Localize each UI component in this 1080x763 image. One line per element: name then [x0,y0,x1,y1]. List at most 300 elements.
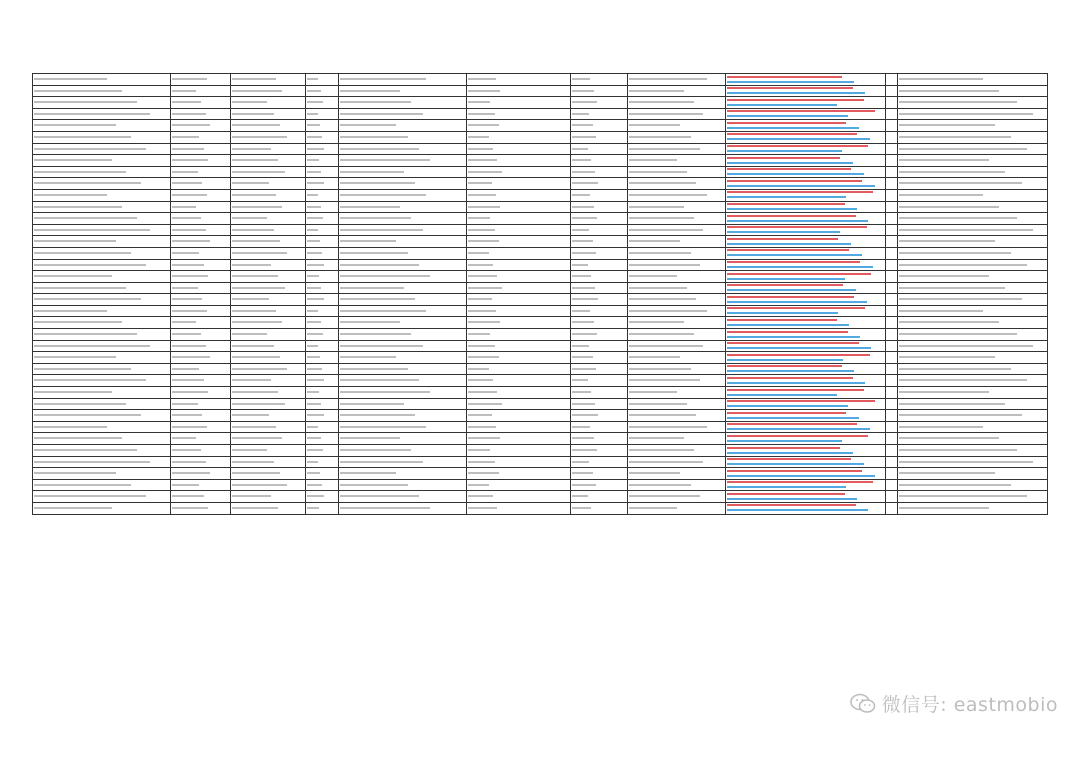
table-cell [306,352,339,364]
table-cell [306,479,339,491]
table-cell [306,468,339,480]
table-cell [898,398,1048,410]
table-cell [571,317,628,329]
cell-text-placeholder [232,461,274,463]
cell-text-placeholder [340,379,419,381]
cell-text-placeholder [340,403,404,405]
cell-text-placeholder [899,229,1033,231]
cell-text-placeholder [468,379,493,381]
cell-text-placeholder [34,472,116,474]
cell-text-placeholder [232,368,287,370]
cell-text-placeholder [34,136,131,138]
table-cell [571,74,628,86]
table-cell [726,410,886,422]
cell-text-placeholder [572,124,593,126]
spreadsheet-table [32,73,1048,515]
watermark [850,690,1058,717]
table-cell [726,271,886,283]
table-cell [171,329,231,341]
table-cell [886,189,898,201]
cell-line [727,160,884,165]
table-cell [306,166,339,178]
table-cell [571,213,628,225]
cell-text-placeholder [340,182,415,184]
cell-text-placeholder [307,507,319,509]
cell-text-placeholder [172,275,208,277]
cell-line [727,241,884,246]
cell-text-placeholder [899,333,1017,335]
table-cell [467,294,571,306]
table-cell [886,398,898,410]
cell-text-placeholder [572,310,590,312]
cell-text-placeholder [572,379,588,381]
table-cell [231,282,306,294]
cell-line [727,404,884,409]
cell-text-placeholder [307,310,318,312]
table-cell [33,363,171,375]
cell-text-placeholder [232,206,282,208]
table-cell [33,468,171,480]
table-cell [628,491,726,503]
cell-line [727,369,884,374]
table-cell [467,189,571,201]
table-cell [171,433,231,445]
cell-text-placeholder [340,449,411,451]
table-cell [33,85,171,97]
cell-text-placeholder [34,391,112,393]
table-cell [467,375,571,387]
table-cell [571,398,628,410]
table-cell [628,155,726,167]
table-cell [726,259,886,271]
cell-text-placeholder [307,171,321,173]
cell-text-placeholder [172,240,210,242]
cell-text-placeholder [34,206,122,208]
table-cell [726,224,886,236]
cell-text-placeholder [307,159,319,161]
table-cell [33,201,171,213]
table-cell [886,329,898,341]
cell-text-placeholder [340,78,426,80]
cell-text-placeholder [572,275,591,277]
table-cell [339,120,467,132]
cell-text-placeholder [307,90,321,92]
table-cell [231,468,306,480]
cell-text-placeholder [899,275,989,277]
table-cell [306,155,339,167]
table-cell [467,213,571,225]
table-cell [339,247,467,259]
table-cell [231,421,306,433]
table-row [33,375,1048,387]
cell-text-placeholder [629,368,691,370]
cell-text-placeholder [172,449,201,451]
cell-text-placeholder [572,78,590,80]
cell-text-placeholder [468,171,502,173]
table-cell [886,97,898,109]
table-cell [628,74,726,86]
cell-text-placeholder [232,78,276,80]
table-cell [306,213,339,225]
cell-text-placeholder [468,206,500,208]
table-cell [171,143,231,155]
table-cell [571,305,628,317]
table-cell [898,74,1048,86]
table-cell [231,85,306,97]
cell-text-placeholder [468,426,496,428]
table-cell [339,329,467,341]
table-cell [231,340,306,352]
table-cell [886,236,898,248]
cell-text-placeholder [340,148,419,150]
cell-line [727,392,884,397]
cell-text-placeholder [232,379,271,381]
table-cell [33,410,171,422]
table-cell [33,271,171,283]
cell-text-placeholder [340,310,426,312]
table-cell [171,398,231,410]
cell-text-placeholder [307,217,323,219]
table-cell [898,329,1048,341]
cell-text-placeholder [172,252,199,254]
cell-text-placeholder [232,414,269,416]
table-row [33,491,1048,503]
cell-text-placeholder [629,449,694,451]
table-cell [306,433,339,445]
cell-text-placeholder [468,90,500,92]
table-cell [467,479,571,491]
table-cell [339,340,467,352]
cell-line [727,276,884,281]
table-row [33,224,1048,236]
table-cell [898,271,1048,283]
cell-text-placeholder [899,78,983,80]
table-cell [33,131,171,143]
cell-text-placeholder [34,124,116,126]
cell-text-placeholder [468,449,490,451]
table-cell [898,340,1048,352]
table-cell [231,271,306,283]
table-cell [306,340,339,352]
cell-text-placeholder [34,287,126,289]
cell-text-placeholder [340,136,408,138]
table-cell [571,340,628,352]
cell-text-placeholder [34,461,150,463]
table-row [33,433,1048,445]
cell-text-placeholder [572,298,598,300]
table-cell [726,74,886,86]
cell-text-placeholder [34,252,131,254]
cell-text-placeholder [232,240,280,242]
cell-text-placeholder [468,217,490,219]
table-cell [898,108,1048,120]
table-cell [571,259,628,271]
table-cell [886,120,898,132]
table-cell [726,387,886,399]
cell-text-placeholder [629,495,700,497]
table-cell [898,294,1048,306]
table-row [33,97,1048,109]
table-cell [628,387,726,399]
table-cell [886,468,898,480]
table-cell [571,294,628,306]
table-cell [726,352,886,364]
cell-text-placeholder [172,206,196,208]
cell-text-placeholder [34,264,146,266]
table-cell [886,363,898,375]
table-cell [33,502,171,514]
table-cell [339,97,467,109]
cell-text-placeholder [172,356,210,358]
cell-text-placeholder [572,159,591,161]
table-cell [628,236,726,248]
cell-text-placeholder [307,194,318,196]
table-cell [571,247,628,259]
table-cell [306,236,339,248]
table-cell [571,421,628,433]
cell-text-placeholder [572,229,589,231]
cell-text-placeholder [572,426,590,428]
cell-text-placeholder [572,449,597,451]
table-cell [231,479,306,491]
table-cell [467,120,571,132]
cell-text-placeholder [34,229,150,231]
cell-text-placeholder [468,252,489,254]
cell-text-placeholder [172,101,201,103]
table-cell [339,363,467,375]
cell-line [727,485,884,490]
cell-text-placeholder [307,368,322,370]
table-cell [628,294,726,306]
table-cell [33,387,171,399]
table-cell [628,247,726,259]
cell-text-placeholder [172,298,202,300]
cell-text-placeholder [34,182,141,184]
cell-line [727,207,884,212]
table-row [33,305,1048,317]
table-cell [231,97,306,109]
cell-text-placeholder [307,321,321,323]
cell-text-placeholder [629,113,703,115]
cell-text-placeholder [899,403,1005,405]
table-cell [339,317,467,329]
cell-line [727,172,884,177]
table-cell [898,433,1048,445]
table-cell [886,85,898,97]
table-cell [898,155,1048,167]
table-cell [726,433,886,445]
table-cell [171,363,231,375]
table-cell [628,329,726,341]
table-cell [726,375,886,387]
table-cell [898,468,1048,480]
table-cell [726,329,886,341]
table-cell [467,247,571,259]
table-cell [886,155,898,167]
table-cell [886,305,898,317]
table-cell [33,74,171,86]
cell-text-placeholder [34,298,141,300]
table-row [33,456,1048,468]
table-row [33,166,1048,178]
table-cell [231,502,306,514]
cell-text-placeholder [572,206,594,208]
cell-line [727,322,884,327]
table-cell [33,445,171,457]
table-cell [231,155,306,167]
cell-text-placeholder [572,148,588,150]
table-cell [726,166,886,178]
cell-text-placeholder [572,437,594,439]
table-cell [231,120,306,132]
table-cell [171,85,231,97]
cell-line [727,473,884,478]
cell-text-placeholder [899,310,983,312]
table-cell [628,445,726,457]
table-cell [306,85,339,97]
table-cell [171,294,231,306]
table-cell [571,166,628,178]
table-cell [628,166,726,178]
cell-text-placeholder [34,171,126,173]
table-cell [306,456,339,468]
cell-text-placeholder [34,101,137,103]
cell-text-placeholder [340,124,396,126]
table-cell [571,155,628,167]
cell-text-placeholder [629,461,703,463]
cell-text-placeholder [468,495,493,497]
cell-text-placeholder [629,252,691,254]
table-cell [628,456,726,468]
table-cell [628,375,726,387]
cell-line [727,183,884,188]
cell-line [727,91,884,96]
cell-text-placeholder [340,113,423,115]
cell-text-placeholder [172,414,202,416]
table-row [33,247,1048,259]
table-cell [339,387,467,399]
cell-text-placeholder [307,148,324,150]
table-cell [33,340,171,352]
table-cell [571,120,628,132]
cell-text-placeholder [629,264,700,266]
table-cell [231,201,306,213]
cell-text-placeholder [34,379,146,381]
cell-text-placeholder [172,159,208,161]
cell-text-placeholder [172,264,204,266]
table-cell [467,340,571,352]
cell-text-placeholder [172,113,206,115]
cell-text-placeholder [629,101,694,103]
table-cell [726,108,886,120]
table-cell [171,213,231,225]
table-cell [339,294,467,306]
cell-text-placeholder [629,182,696,184]
cell-text-placeholder [307,356,320,358]
table-cell [171,410,231,422]
table-cell [898,305,1048,317]
table-row [33,178,1048,190]
cell-text-placeholder [307,252,322,254]
table-cell [171,468,231,480]
table-cell [171,340,231,352]
table-row [33,387,1048,399]
table-cell [886,456,898,468]
table-row [33,271,1048,283]
cell-line [727,137,884,142]
cell-text-placeholder [899,507,989,509]
cell-text-placeholder [34,148,146,150]
cell-text-placeholder [629,310,707,312]
table-cell [898,317,1048,329]
cell-text-placeholder [468,240,499,242]
table-cell [886,317,898,329]
table-cell [33,479,171,491]
table-cell [467,329,571,341]
cell-text-placeholder [232,264,271,266]
cell-text-placeholder [468,472,499,474]
cell-text-placeholder [172,124,210,126]
table-cell [467,178,571,190]
table-cell [628,201,726,213]
table-cell [628,108,726,120]
table-cell [628,178,726,190]
cell-text-placeholder [172,472,210,474]
table-cell [628,224,726,236]
table-cell [628,305,726,317]
cell-text-placeholder [172,217,201,219]
cell-line [727,102,884,107]
table-cell [571,502,628,514]
cell-text-placeholder [468,229,495,231]
cell-line [727,415,884,420]
cell-text-placeholder [307,426,318,428]
cell-text-placeholder [307,287,321,289]
cell-text-placeholder [340,252,408,254]
cell-text-placeholder [340,90,400,92]
table-cell [571,143,628,155]
cell-line [727,496,884,501]
cell-text-placeholder [172,90,196,92]
cell-text-placeholder [172,229,206,231]
cell-text-placeholder [468,333,490,335]
cell-text-placeholder [629,275,677,277]
table-cell [231,143,306,155]
cell-text-placeholder [307,124,320,126]
cell-text-placeholder [468,298,492,300]
cell-text-placeholder [232,403,285,405]
table-cell [231,363,306,375]
cell-text-placeholder [899,472,995,474]
table-cell [571,329,628,341]
table-cell [886,247,898,259]
table-cell [886,74,898,86]
cell-text-placeholder [468,136,489,138]
cell-text-placeholder [899,124,995,126]
table-cell [171,74,231,86]
cell-text-placeholder [572,484,596,486]
cell-text-placeholder [34,426,107,428]
table-cell [339,189,467,201]
table-cell [467,363,571,375]
table-cell [33,421,171,433]
table-cell [898,247,1048,259]
table-cell [628,479,726,491]
table-cell [571,387,628,399]
table-cell [33,143,171,155]
cell-text-placeholder [172,461,206,463]
cell-text-placeholder [340,101,411,103]
